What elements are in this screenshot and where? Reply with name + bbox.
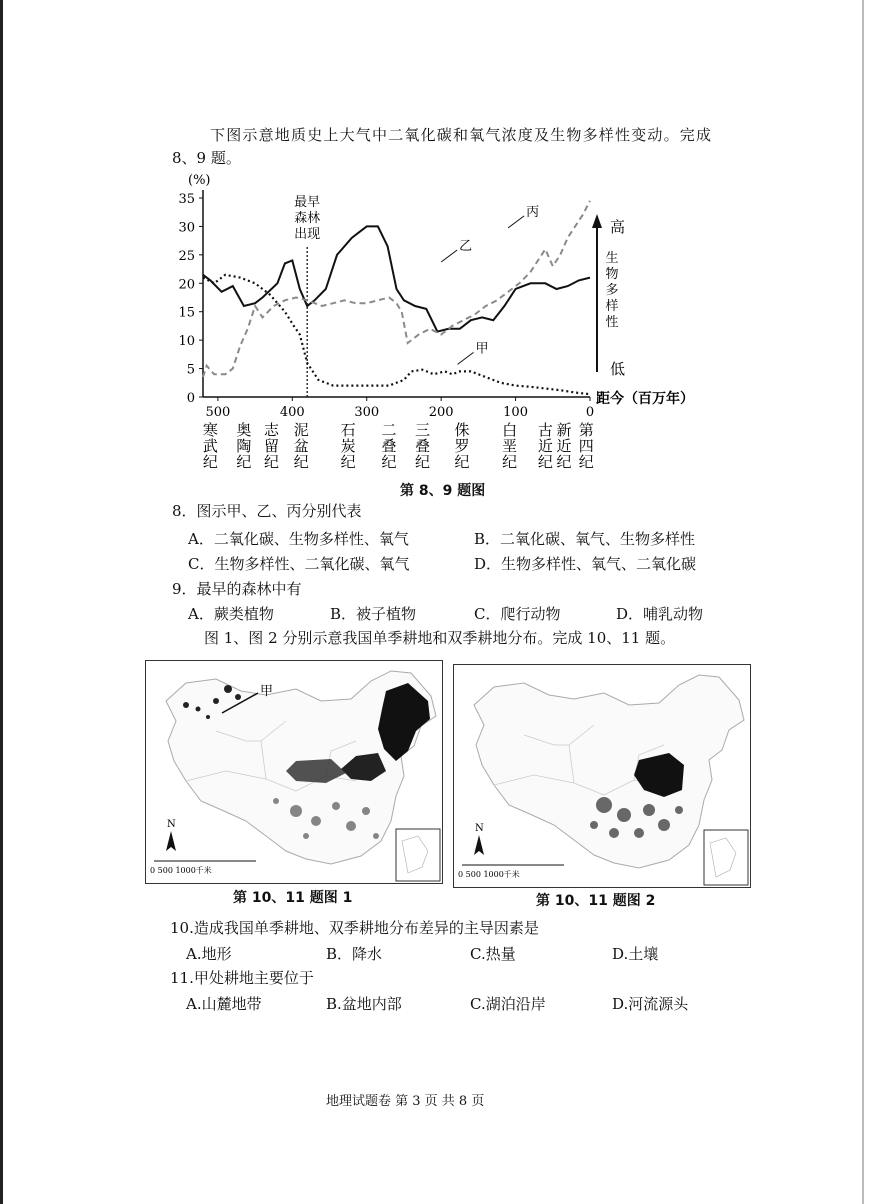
co2-o2-biodiversity-chart [0, 165, 870, 645]
map1-caption: 第 10、11 题图 1 [233, 890, 353, 906]
chart-axes [178, 173, 694, 471]
series-leader [458, 352, 474, 364]
biodiversity-axis-title: 物 [605, 267, 619, 282]
period-label: 奥 [236, 421, 252, 439]
y-tick-label: 20 [178, 277, 195, 293]
intro-maps: 图 1、图 2 分别示意我国单季耕地和双季耕地分布。完成 10、11 题。 [204, 629, 676, 647]
series-label: 丙 [526, 204, 540, 220]
figure-caption: 第 8、9 题图 [400, 483, 486, 499]
intro-text: 下图示意地质史上大气中二氧化碳和氧气浓度及生物多样性变动。完成 [210, 126, 713, 144]
period-label: 侏 [454, 421, 470, 439]
period-label: 新 [556, 421, 572, 439]
period-label: 纪 [502, 453, 518, 471]
y-tick-label: 25 [178, 248, 195, 264]
question-11-stem: 11.甲处耕地主要位于 [170, 969, 314, 987]
q10-option-b: B．降水 [326, 945, 383, 963]
period-label: 纪 [556, 453, 572, 471]
series-leader [508, 216, 524, 228]
map1-label-jia: 甲 [260, 684, 274, 699]
period-label: 罗 [454, 437, 470, 455]
question-10-stem: 10.造成我国单季耕地、双季耕地分布差异的主导因素是 [170, 919, 539, 937]
x-tick-label: 300 [354, 405, 380, 420]
q9-option-c: C．爬行动物 [474, 605, 561, 623]
period-label: 纪 [381, 453, 397, 471]
q8-option-b: B．二氧化碳、氧气、生物多样性 [474, 530, 696, 548]
period-label: 留 [263, 437, 279, 455]
period-label: 纪 [578, 453, 594, 471]
x-axis-label: 距今（百万年） [596, 391, 694, 407]
period-label: 近 [537, 437, 553, 455]
page-footer: 地理试题卷 第 3 页 共 8 页 [326, 1094, 485, 1109]
x-tick-label: 200 [428, 405, 454, 420]
period-label: 石 [340, 421, 356, 439]
arrow-up-icon [592, 214, 602, 228]
period-label: 炭 [340, 437, 356, 455]
scale-bar: 0 500 1000千米 [458, 870, 520, 879]
y-tick-label: 15 [178, 305, 195, 321]
q11-option-c: C.湖泊沿岸 [470, 995, 546, 1013]
map2-caption: 第 10、11 题图 2 [536, 893, 656, 909]
q11-option-b: B.盆地内部 [326, 995, 402, 1013]
period-label: 四 [578, 437, 594, 455]
period-label: 纪 [202, 453, 218, 471]
period-label: 二 [381, 421, 397, 439]
q8-option-c: C．生物多样性、二氧化碳、氧气 [188, 555, 410, 573]
forest-marker-label: 森林 [294, 211, 321, 226]
series-label: 乙 [459, 239, 473, 255]
y-tick-label: 0 [186, 391, 195, 406]
period-label: 古 [537, 421, 553, 439]
y-tick-label: 30 [178, 220, 195, 236]
period-label: 寒 [202, 421, 218, 439]
period-label: 第 [578, 421, 594, 439]
period-label: 武 [202, 437, 218, 455]
q8-option-d: D．生物多样性、氧气、二氧化碳 [474, 555, 697, 573]
chart-series [203, 201, 590, 394]
period-label: 叠 [381, 437, 397, 455]
forest-marker-label: 最早 [294, 195, 321, 210]
period-label: 盆 [293, 437, 309, 455]
period-label: 纪 [263, 453, 279, 471]
biodiversity-axis-title: 性 [605, 315, 619, 330]
period-label: 三 [415, 421, 431, 439]
scale-bar: 0 500 1000千米 [150, 866, 212, 875]
x-tick-label: 0 [585, 405, 595, 420]
x-tick-label: 400 [279, 405, 305, 420]
period-label: 叠 [415, 437, 431, 455]
series-line-甲 [203, 275, 590, 394]
q10-option-d: D.土壤 [612, 945, 659, 963]
period-label: 白 [502, 421, 518, 439]
x-tick-label: 500 [205, 405, 231, 420]
period-label: 纪 [340, 453, 356, 471]
q9-option-d: D．哺乳动物 [616, 605, 704, 623]
period-label: 陶 [236, 437, 252, 455]
period-label: 纪 [537, 453, 553, 471]
series-leader [441, 250, 457, 262]
forest-marker-label: 出现 [294, 227, 321, 242]
svg-text:N: N [475, 823, 484, 834]
y-axis-label: (%) [188, 173, 211, 188]
svg-text:N: N [167, 819, 176, 830]
q10-option-c: C.热量 [470, 945, 516, 963]
q9-option-a: A．蕨类植物 [188, 605, 274, 623]
y-tick-label: 10 [178, 334, 195, 350]
question-8-stem: 8．图示甲、乙、丙分别代表 [172, 502, 362, 520]
series-label: 甲 [475, 341, 489, 357]
period-label: 近 [556, 437, 572, 455]
map-single-season-cropland [145, 660, 443, 884]
biodiversity-axis-title: 多 [605, 283, 619, 298]
y-tick-label: 5 [186, 362, 195, 378]
q9-option-b: B．被子植物 [330, 605, 417, 623]
y-tick-label: 35 [178, 192, 195, 207]
north-arrow-icon [474, 823, 484, 855]
biodiversity-axis-title: 生 [605, 251, 619, 266]
north-arrow-icon [166, 819, 176, 851]
question-9-stem: 9．最早的森林中有 [172, 580, 302, 598]
period-label: 纪 [293, 453, 309, 471]
q8-option-a: A．二氧化碳、生物多样性、氧气 [188, 530, 409, 548]
biodiversity-low-label: 低 [610, 360, 626, 378]
biodiversity-high-label: 高 [610, 218, 626, 236]
biodiversity-axis-title: 样 [605, 299, 619, 314]
period-label: 泥 [293, 421, 309, 439]
intro-text-cont: 8、9 题。 [172, 149, 241, 167]
q11-option-d: D.河流源头 [612, 995, 689, 1013]
q10-option-a: A.地形 [186, 945, 232, 963]
period-label: 纪 [415, 453, 431, 471]
x-tick-label: 100 [503, 405, 528, 420]
q11-option-a: A.山麓地带 [186, 995, 262, 1013]
period-label: 纪 [236, 453, 252, 471]
map-double-season-cropland [453, 664, 751, 888]
period-label: 垩 [502, 437, 518, 455]
period-label: 志 [263, 421, 279, 439]
period-label: 纪 [454, 453, 470, 471]
